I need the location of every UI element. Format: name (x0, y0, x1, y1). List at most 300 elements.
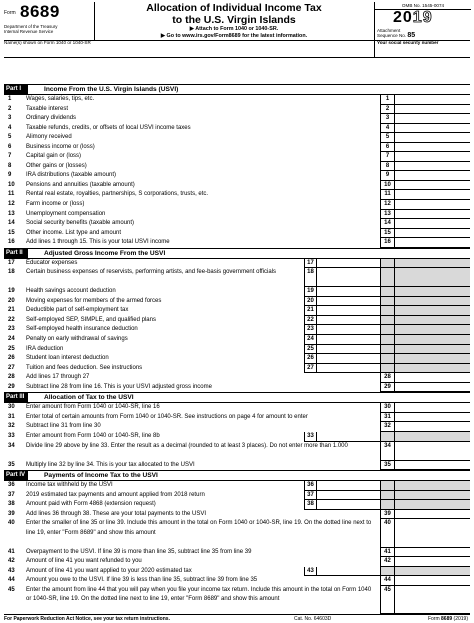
line-box-number: 31 (380, 413, 394, 423)
shaded-amount (394, 316, 470, 326)
shaded-box (380, 287, 394, 297)
inner-amount-field[interactable] (316, 364, 380, 374)
inner-amount-field[interactable] (316, 491, 380, 501)
inner-amount-field[interactable] (316, 432, 380, 442)
line-amount-field[interactable] (394, 557, 470, 567)
line-box-number: 35 (380, 461, 394, 471)
line-description: Rental real estate, royalties, partnerships, S corporations, trusts, etc. (26, 191, 209, 198)
form-line-15 (4, 229, 470, 239)
form-line-45 (4, 586, 470, 615)
inner-amount-field[interactable] (316, 354, 380, 364)
line-description: Student loan interest deduction (26, 355, 109, 362)
inner-box-number: 22 (304, 316, 316, 326)
shaded-amount (394, 354, 470, 364)
inner-amount-field[interactable] (316, 306, 380, 316)
line-box-number: 28 (380, 373, 394, 383)
ssn-field[interactable]: Your social security number (374, 40, 438, 57)
line-number: 28 (8, 374, 15, 381)
line-description: Amount of line 41 you want applied to your 2020 estimated tax (26, 567, 192, 574)
attach-instruction: ▶ Attach to Form 1040 or 1040-SR. (189, 26, 279, 32)
form-line-1 (4, 95, 470, 105)
line-amount-field[interactable] (394, 133, 470, 143)
form-number: 8689 (20, 2, 60, 21)
line-box-number: 14 (380, 219, 394, 229)
shaded-amount (394, 268, 470, 287)
line-box-number: 41 (380, 548, 394, 558)
line-description: Subtract line 28 from line 16. This is your USVI adjusted gross income (26, 383, 212, 390)
line-number: 19 (8, 288, 15, 295)
form-line-11 (4, 190, 470, 200)
form-id-block (4, 2, 95, 40)
line-description: Enter the amount from line 44 that you will pay when you file your income tax return. Include this amount in the total on Form 1040 or 1040-SR, line 19. On the dotted line next to line 19, enter "Form 8689" and show this amount (26, 586, 372, 603)
line-box-number: 42 (380, 557, 394, 567)
line-amount-field[interactable] (394, 190, 470, 200)
line-amount-field[interactable] (394, 373, 470, 383)
line-number: 38 (8, 501, 15, 508)
shaded-box (380, 354, 394, 364)
line-box-number: 8 (380, 162, 394, 172)
line-box-number: 16 (380, 238, 394, 248)
line-description: Add lines 36 through 38. These are your total payments to the USVI (26, 510, 206, 517)
line-box-number: 40 (380, 519, 394, 548)
omb-number: OMB No. 1545-0074 (375, 2, 471, 10)
form-line-5 (4, 133, 470, 143)
line-number: 29 (8, 383, 15, 390)
form-line-31 (4, 413, 470, 423)
form-line-24 (4, 335, 470, 345)
line-amount-field[interactable] (394, 461, 470, 471)
line-number: 4 (8, 124, 12, 131)
inner-amount-field[interactable] (316, 287, 380, 297)
line-amount-field[interactable] (394, 403, 470, 413)
form-line-38 (4, 500, 470, 510)
line-description: Other income. List type and amount (26, 229, 122, 236)
inner-amount-field[interactable] (316, 481, 380, 491)
line-description: IRA deduction (26, 345, 64, 352)
form-line-19 (4, 287, 470, 297)
inner-amount-field[interactable] (316, 268, 380, 287)
attachment-sequence (377, 28, 415, 38)
form-line-8 (4, 162, 470, 172)
line-number: 34 (8, 442, 15, 449)
line-description: Penalty on early withdrawal of savings (26, 336, 128, 343)
part1-header (4, 84, 470, 95)
part2-title: Adjusted Gross Income From the USVI (44, 249, 166, 257)
line-number: 18 (8, 269, 15, 276)
shaded-amount (394, 481, 470, 491)
dept-line2: Internal Revenue Service (4, 29, 54, 35)
line-description: Self-employed SEP, SIMPLE, and qualified plans (26, 316, 156, 323)
form-line-12 (4, 200, 470, 210)
form-line-33 (4, 432, 470, 442)
line-number: 3 (8, 115, 12, 122)
line-number: 33 (8, 432, 15, 439)
inner-box-number: 23 (304, 325, 316, 335)
line-number: 12 (8, 201, 15, 208)
form-line-18 (4, 268, 470, 287)
line-box-number: 34 (380, 442, 394, 461)
form-line-30 (4, 403, 470, 413)
form-page (4, 2, 470, 623)
title-block (94, 2, 374, 40)
shaded-box (380, 432, 394, 442)
inner-box-number: 27 (304, 364, 316, 374)
form-line-32 (4, 422, 470, 432)
goto-instruction: ▶ Go to www.irs.gov/Form8689 for the latest information. (160, 33, 308, 39)
form-line-26 (4, 354, 470, 364)
part2-header (4, 248, 470, 259)
line-description: Enter the smaller of line 35 or line 39. Include this amount in the total on Form 1040 or 1040-SR, line 19. On the dotted line next to line 19, enter "Form 8689" and show this amount (26, 520, 372, 536)
line-number: 43 (8, 567, 15, 574)
line-number: 17 (8, 259, 15, 266)
line-number: 20 (8, 297, 15, 304)
part3-label: Part III (4, 393, 28, 402)
inner-box-number: 36 (304, 481, 316, 491)
form-ref-prefix: Form (427, 616, 442, 623)
form-line-10 (4, 181, 470, 191)
department (4, 24, 57, 34)
shaded-box (380, 259, 394, 269)
line-description: Multiply line 32 by line 34. This is your tax allocated to the USVI (26, 461, 195, 468)
catalog-number: Cat. No. 64603D (294, 616, 332, 623)
line-description: Moving expenses for members of the armed forces (26, 297, 162, 304)
inner-amount-field[interactable] (316, 297, 380, 307)
omb-block (374, 2, 471, 40)
line-amount-field[interactable] (394, 114, 470, 124)
inner-amount-field[interactable] (316, 325, 380, 335)
inner-box-number: 43 (304, 567, 316, 577)
inner-amount-field[interactable] (316, 259, 380, 269)
line-number: 1 (8, 96, 12, 102)
line-amount-field[interactable] (394, 95, 470, 105)
line-description: Subtract line 31 from line 30 (26, 423, 101, 430)
line-amount-field[interactable] (394, 519, 470, 548)
line-number: 36 (8, 482, 15, 489)
line-number: 9 (8, 172, 12, 179)
shaded-box (380, 364, 394, 374)
shaded-amount (394, 567, 470, 577)
form-line-3 (4, 114, 470, 124)
inner-box-number: 17 (304, 259, 316, 269)
inner-box-number: 21 (304, 306, 316, 316)
form-line-22 (4, 316, 470, 326)
form-line-36 (4, 481, 470, 491)
form-line-37 (4, 491, 470, 501)
line-box-number: 13 (380, 210, 394, 220)
part3-header (4, 392, 470, 403)
form-line-41 (4, 548, 470, 558)
form-line-29 (4, 383, 470, 393)
shaded-amount (394, 500, 470, 510)
inner-box-number: 20 (304, 297, 316, 307)
paperwork-notice: For Paperwork Reduction Act Notice, see your tax return instructions. (4, 616, 170, 623)
name-row (4, 40, 470, 58)
line-box-number: 11 (380, 190, 394, 200)
line-amount-field[interactable] (394, 171, 470, 181)
inner-amount-field[interactable] (316, 567, 380, 577)
shaded-amount (394, 335, 470, 345)
form-line-7 (4, 152, 470, 162)
form-line-25 (4, 345, 470, 355)
line-amount-field[interactable] (394, 576, 470, 586)
inner-box-number: 19 (304, 287, 316, 297)
form-line-39 (4, 510, 470, 520)
line-description: Unemployment compensation (26, 210, 106, 217)
line-amount-field[interactable] (394, 219, 470, 229)
shaded-box (380, 481, 394, 491)
form-line-43 (4, 567, 470, 577)
line-number: 24 (8, 336, 15, 343)
line-description: 2019 estimated tax payments and amount applied from 2018 return (26, 491, 205, 498)
line-number: 32 (8, 423, 15, 430)
line-number: 21 (8, 307, 15, 314)
line-box-number: 44 (380, 576, 394, 586)
inner-amount-field[interactable] (316, 335, 380, 345)
shaded-amount (394, 287, 470, 297)
line-number: 11 (8, 191, 15, 198)
line-number: 40 (8, 520, 15, 527)
line-number: 5 (8, 134, 12, 141)
line-description: Tuition and fees deduction. See instructions (26, 364, 143, 371)
line-description: Wages, salaries, tips, etc. (26, 96, 95, 102)
inner-amount-field[interactable] (316, 316, 380, 326)
part2-label: Part II (4, 249, 28, 258)
line-description: Other gains or (losses) (26, 162, 87, 169)
shaded-box (380, 491, 394, 501)
shaded-box (380, 268, 394, 287)
line-number: 6 (8, 143, 12, 150)
line-description: Deductible part of self-employment tax (26, 307, 129, 314)
dept-line1: Department of the Treasury (4, 24, 58, 29)
line-number: 31 (8, 413, 15, 420)
line-amount-field[interactable] (394, 200, 470, 210)
form-reference (428, 615, 468, 623)
year-prefix: 20 (393, 9, 413, 26)
line-amount-field[interactable] (394, 181, 470, 191)
shaded-amount (394, 491, 470, 501)
line-number: 42 (8, 558, 15, 565)
inner-amount-field[interactable] (316, 500, 380, 510)
line-description: Taxable refunds, credits, or offsets of local USVI income taxes (26, 124, 191, 131)
line-amount-field[interactable] (394, 152, 470, 162)
form-ref-year: (2019) (452, 616, 468, 623)
shaded-amount (394, 297, 470, 307)
line-number: 22 (8, 316, 15, 323)
sequence-label: Sequence No. (377, 33, 407, 38)
line-description: Income tax withheld by the USVI (26, 482, 113, 489)
line-number: 30 (8, 404, 15, 411)
title-line1: Allocation of Individual Income Tax (146, 2, 322, 14)
line-number: 37 (8, 491, 15, 498)
part3-title: Allocation of Tax to the USVI (44, 394, 134, 402)
form-line-6 (4, 143, 470, 153)
shaded-box (380, 316, 394, 326)
line-number: 7 (8, 153, 12, 160)
inner-box-number: 18 (304, 268, 316, 287)
line-box-number: 2 (380, 105, 394, 115)
line-number: 15 (8, 229, 15, 236)
line-description: Social security benefits (taxable amount) (26, 220, 135, 227)
line-amount-field[interactable] (394, 124, 470, 134)
line-amount-field[interactable] (394, 422, 470, 432)
line-box-number: 30 (380, 403, 394, 413)
form-line-9 (4, 171, 470, 181)
part4-label: Part IV (4, 471, 28, 480)
inner-box-number: 24 (304, 335, 316, 345)
sequence-number: 85 (407, 32, 416, 39)
shaded-amount (394, 432, 470, 442)
line-amount-field[interactable] (394, 162, 470, 172)
line-amount-field[interactable] (394, 229, 470, 239)
line-description: Certain business expenses of reservists, performing artists, and fee-basis government officials (26, 269, 277, 276)
form-line-17 (4, 259, 470, 269)
line-box-number: 6 (380, 143, 394, 153)
line-number: 41 (8, 548, 15, 555)
line-amount-field[interactable] (394, 238, 470, 248)
form-line-42 (4, 557, 470, 567)
line-amount-field[interactable] (394, 210, 470, 220)
form-line-44 (4, 576, 470, 586)
line-amount-field[interactable] (394, 548, 470, 558)
form-line-14 (4, 219, 470, 229)
line-description: Amount of line 41 you want refunded to you (26, 558, 142, 565)
line-box-number: 5 (380, 133, 394, 143)
title-line2: to the U.S. Virgin Islands (172, 14, 296, 26)
form-header (4, 2, 470, 41)
line-box-number: 39 (380, 510, 394, 520)
line-box-number: 15 (380, 229, 394, 239)
line-box-number: 12 (380, 200, 394, 210)
attachment-label: Attachment (377, 28, 401, 33)
line-description: Health savings account deduction (26, 288, 116, 295)
line-description: Educator expenses (26, 259, 78, 266)
line-box-number: 45 (380, 586, 394, 615)
line-description: Enter amount from Form 1040 or 1040-SR, line 16 (26, 404, 160, 411)
form-line-13 (4, 210, 470, 220)
line-description: Alimony received (26, 134, 72, 141)
line-box-number: 3 (380, 114, 394, 124)
line-amount-field[interactable] (394, 143, 470, 153)
form-line-27 (4, 364, 470, 374)
form-line-2 (4, 105, 470, 115)
line-amount-field[interactable] (394, 586, 470, 615)
part1-label: Part I (4, 85, 28, 94)
line-description: Pensions and annuities (taxable amount) (26, 181, 135, 188)
shaded-amount (394, 306, 470, 316)
line-box-number: 29 (380, 383, 394, 393)
line-description: Add lines 1 through 15. This is your total USVI income (26, 239, 170, 246)
line-description: Overpayment to the USVI. If line 39 is more than line 35, subtract line 35 from line 39 (26, 548, 252, 555)
line-number: 2 (8, 105, 12, 112)
shaded-box (380, 297, 394, 307)
shaded-box (380, 306, 394, 316)
line-amount-field[interactable] (394, 105, 470, 115)
line-number: 26 (8, 355, 15, 362)
inner-box-number: 26 (304, 354, 316, 364)
form-line-34 (4, 442, 470, 461)
line-description: Divide line 29 above by line 33. Enter the result as a decimal (rounded to at least 3 places). Do not enter more than 1.000 (26, 442, 348, 449)
form-line-28 (4, 373, 470, 383)
line-amount-field[interactable] (394, 413, 470, 423)
shaded-amount (394, 259, 470, 269)
inner-box-number: 33 (304, 432, 316, 442)
line-number: 13 (8, 210, 15, 217)
form-line-23 (4, 325, 470, 335)
line-description: Add lines 17 through 27 (26, 374, 90, 381)
form-line-21 (4, 306, 470, 316)
inner-amount-field[interactable] (316, 345, 380, 355)
form-word: Form (4, 10, 16, 16)
line-number: 44 (8, 577, 15, 584)
line-description: Ordinary dividends (26, 115, 77, 122)
line-number: 23 (8, 326, 15, 333)
names-field[interactable]: Name(s) shown on Form 1040 or 1040-SR (4, 40, 91, 45)
form-line-20 (4, 297, 470, 307)
line-amount-field[interactable] (394, 383, 470, 393)
tax-year (393, 9, 433, 27)
line-description: IRA distributions (taxable amount) (26, 172, 117, 179)
inner-box-number: 25 (304, 345, 316, 355)
line-amount-field[interactable] (394, 510, 470, 520)
form-line-40 (4, 519, 470, 548)
line-box-number: 7 (380, 152, 394, 162)
line-description: Capital gain or (loss) (26, 153, 82, 160)
line-description: Amount paid with Form 4868 (extension request) (26, 501, 156, 508)
shaded-amount (394, 325, 470, 335)
shaded-box (380, 500, 394, 510)
inner-box-number: 37 (304, 491, 316, 501)
line-number: 8 (8, 162, 12, 169)
line-box-number: 4 (380, 124, 394, 134)
line-amount-field[interactable] (394, 442, 470, 461)
line-description: Enter amount from Form 1040 or 1040-SR, line 8b (26, 432, 160, 439)
shaded-box (380, 345, 394, 355)
line-description: Farm income or (loss) (26, 201, 85, 208)
line-box-number: 10 (380, 181, 394, 191)
line-description: Self-employed health insurance deduction (26, 326, 138, 333)
line-description: Enter total of certain amounts from Form 1040 or 1040-SR. See instructions on page 4 for amount to enter (26, 413, 308, 420)
line-number: 45 (8, 586, 15, 593)
part1-title: Income From the U.S. Virgin Islands (USVI) (44, 86, 179, 93)
form-line-4 (4, 124, 470, 134)
shaded-amount (394, 364, 470, 374)
shaded-box (380, 567, 394, 577)
line-number: 27 (8, 364, 15, 371)
line-number: 14 (8, 220, 15, 227)
form-line-16 (4, 238, 470, 248)
line-description: Taxable interest (26, 105, 69, 112)
shaded-box (380, 325, 394, 335)
line-number: 25 (8, 345, 15, 352)
line-description: Business income or (loss) (26, 143, 95, 150)
line-number: 10 (8, 181, 15, 188)
line-description: Amount you owe to the USVI. If line 39 is less than line 35, subtract line 39 from line 35 (26, 577, 258, 584)
line-box-number: 1 (380, 95, 394, 105)
form-ref-number: 8689 (441, 616, 453, 623)
line-box-number: 32 (380, 422, 394, 432)
line-number: 39 (8, 510, 15, 517)
shaded-box (380, 335, 394, 345)
shaded-amount (394, 345, 470, 355)
form-line-35 (4, 461, 470, 471)
line-number: 16 (8, 239, 15, 246)
part4-title: Payments of Income Tax to the USVI (44, 472, 158, 480)
year-suffix: 19 (412, 9, 433, 26)
form-footer (4, 614, 470, 623)
form-lines (4, 84, 470, 623)
line-box-number: 9 (380, 171, 394, 181)
inner-box-number: 38 (304, 500, 316, 510)
